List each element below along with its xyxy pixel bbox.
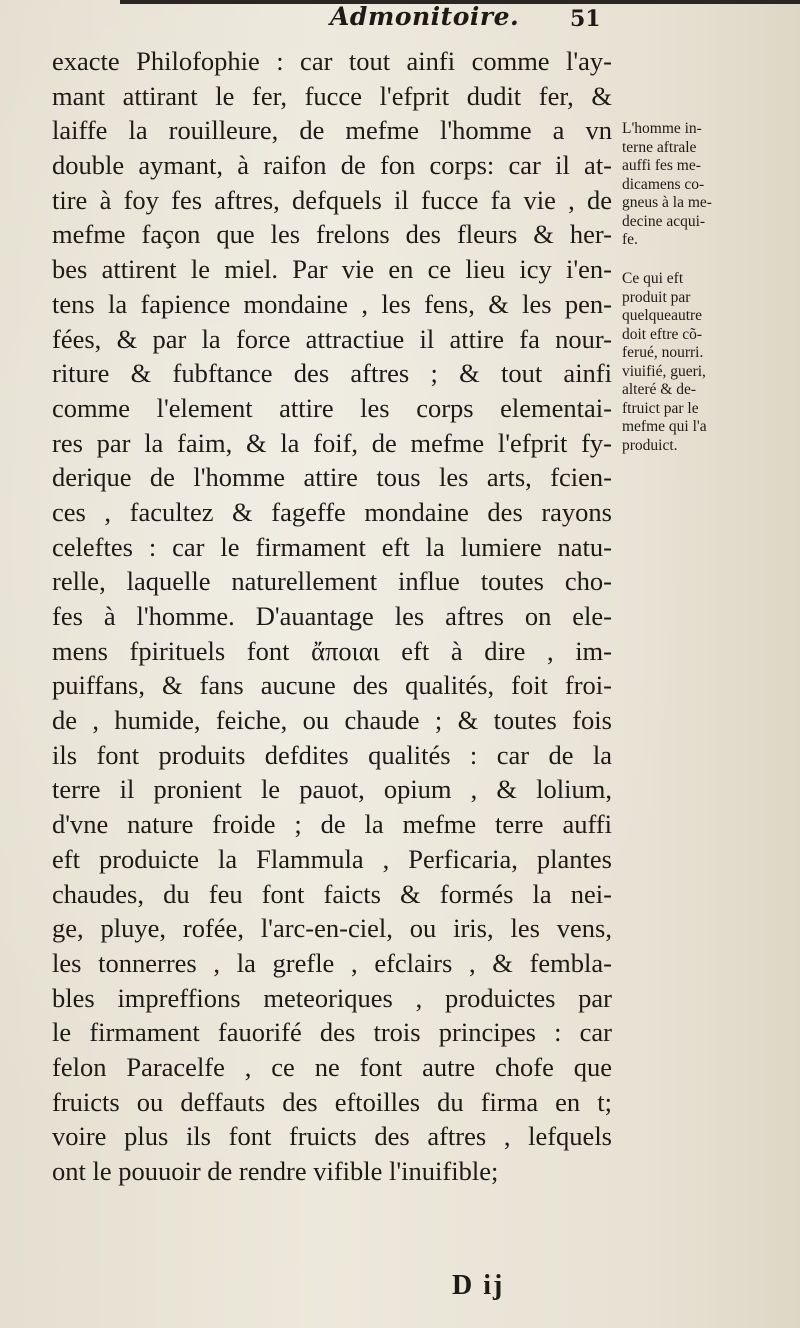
margin-note-line: viuifié, gueri, <box>622 362 706 380</box>
text-line: exacte Philofophie : car tout ainfi comme l'ay- <box>52 46 612 76</box>
signature-mark: D ij <box>452 1270 505 1301</box>
text-line: tens la fapience mondaine , les fens, & les pen- <box>52 288 612 319</box>
margin-note-line: quelqueautre <box>622 307 703 324</box>
text-line: mens fpirituels font ἄποιαι eft à dire , im- <box>52 635 612 666</box>
text-line: ont le pouuoir de rendre vifible l'inuifible; <box>52 1156 499 1186</box>
margin-note-line: dicamens co- <box>622 175 705 193</box>
margin-note-line: alteré & de- <box>622 381 697 398</box>
text-line: terre il pronient le pauot, opium , & lolium, <box>52 774 612 805</box>
margin-note-line: doit eftre cõ- <box>622 325 703 343</box>
text-line: tire à foy fes aftres, defquels il fucce fa vie , de <box>52 184 612 215</box>
text-line: riture & fubftance des aftres ; & tout ainfi <box>52 358 612 389</box>
margin-note-line: ftruict par le <box>622 399 699 417</box>
text-line: eft produicte la Flammula , Perficaria, plantes <box>52 843 612 874</box>
text-line: de , humide, feiche, ou chaude ; & toutes fois <box>52 705 612 736</box>
margin-note-line: decine acqui- <box>622 212 706 230</box>
text-line: chaudes, du feu font faicts & formés la nei- <box>52 878 612 909</box>
margin-note-line: auffi fes me- <box>622 157 701 174</box>
margin-note-internal-man <box>622 120 797 250</box>
text-line: relle, laquelle naturellement influe toutes cho- <box>52 566 612 597</box>
margin-note-line: terne aftrale <box>622 138 697 156</box>
text-line: ils font produits defdites qualités : car de la <box>52 739 612 770</box>
text-line: fées, & par la force attractiue il attire fa nour- <box>52 323 612 354</box>
margin-note-line: gneus à la me- <box>622 194 712 211</box>
running-head: Admonitoire. <box>330 2 520 31</box>
text-line: comme l'element attire les corps elementai- <box>52 392 612 423</box>
text-line: res par la faim, & la foif, de mefme l'efprit fy- <box>52 427 612 458</box>
body-text <box>52 44 612 1189</box>
text-line: double aymant, à raifon de fon corps: car il at- <box>52 150 612 181</box>
text-line: derique de l'homme attire tous les arts, fcien- <box>52 462 612 493</box>
text-line: bles impreffions meteoriques , produictes par <box>52 982 612 1013</box>
text-line: ge, pluye, rofée, l'arc-en-ciel, ou iris, les vens, <box>52 913 612 944</box>
text-line: ces , facultez & fageffe mondaine des rayons <box>52 496 612 527</box>
margin-note-line: produict. <box>622 436 678 454</box>
text-line: les tonnerres , la grefle , efclairs , & fembla- <box>52 947 612 978</box>
text-line: bes attirent le miel. Par vie en ce lieu icy i'en- <box>52 254 612 285</box>
text-line: laiffe la rouilleure, de mefme l'homme a vn <box>52 115 612 146</box>
text-line: mefme façon que les frelons des fleurs & her- <box>52 219 612 250</box>
margin-note-line: ferué, nourri. <box>622 344 704 361</box>
margin-note-line: mefme qui l'a <box>622 418 707 435</box>
page-number: 51 <box>570 6 601 32</box>
margin-note-line: L'homme in- <box>622 120 702 137</box>
text-line: mant attirant le fer, fucce l'efprit dudit fer, & <box>52 80 612 111</box>
text-line: celeftes : car le firmament eft la lumiere natu- <box>52 531 612 562</box>
margin-note-line: fe. <box>622 231 638 248</box>
margin-note-line: Ce qui eft <box>622 270 684 287</box>
margin-note-line: produit par <box>622 288 691 306</box>
text-line: voire plus ils font fruicts des aftres , lefquels <box>52 1121 612 1152</box>
text-line: le firmament fauorifé des trois principes : car <box>52 1017 612 1048</box>
text-line: puiffans, & fans aucune des qualités, foit froi- <box>52 670 612 701</box>
text-line: felon Paracelfe , ce ne font autre chofe que <box>52 1051 612 1082</box>
text-line: fes à l'homme. D'auantage les aftres on ele- <box>52 601 612 631</box>
text-line: d'vne nature froide ; de la mefme terre auffi <box>52 809 612 840</box>
margin-note-preservation <box>622 270 797 455</box>
text-line: fruicts ou deffauts des eftoilles du firma en t; <box>52 1086 612 1117</box>
